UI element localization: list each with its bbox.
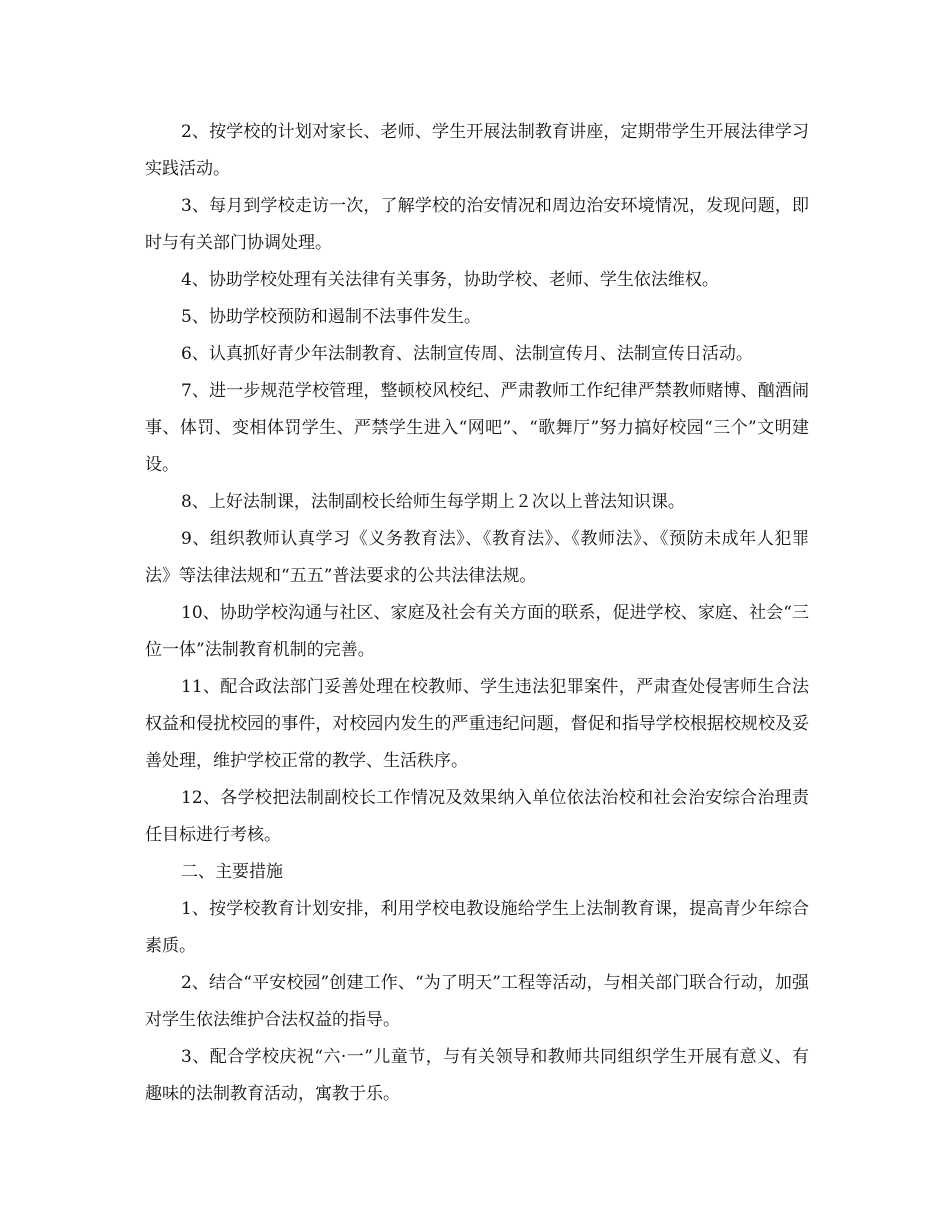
paragraph-item-2-plan-lectures: 2、按学校的计划对家长、老师、学生开展法制教育讲座，定期带学生开展法律学习实践活动。 (145, 122, 809, 179)
paragraph-item-4-legal-affairs: 4、协助学校处理有关法律有关事务，协助学校、老师、学生依法维权。 (181, 270, 719, 290)
section-heading-main-measures: 二、主要措施 (181, 862, 283, 882)
paragraph-item-6-youth-education: 6、认真抓好青少年法制教育、法制宣传周、法制宣传月、法制宣传日活动。 (181, 344, 753, 364)
paragraph-item-7-school-management: 7、进一步规范学校管理，整顿校风校纪、严肃教师工作纪律严禁教师赌博、酗酒闹事、体罚、变相体罚学生、严禁学生进入“网吧”、“歌舞厅”努力搞好校园“三个”文明建设。 (145, 381, 809, 475)
paragraph-measure-2: 2、结合“平安校园”创建工作、“为了明天”工程等活动，与相关部门联合行动，加强对学生依法维护合法权益的指导。 (145, 973, 809, 1030)
paragraph-item-12-assessment: 12、各学校把法制副校长工作情况及效果纳入单位依法治校和社会治安综合治理责任目标进行考核。 (145, 788, 809, 845)
document-body (145, 114, 809, 1113)
paragraph-item-9-teacher-study: 9、组织教师认真学习《义务教育法》、《教育法》、《教师法》、《预防未成年人犯罪法》等法律法规和“五五”普法要求的公共法律法规。 (145, 529, 809, 586)
paragraph-measure-3: 3、配合学校庆祝“六·一”儿童节，与有关领导和教师共同组织学生开展有意义、有趣味的法制教育活动，寓教于乐。 (145, 1047, 809, 1104)
paragraph-item-5-prevention: 5、协助学校预防和遏制不法事件发生。 (181, 307, 481, 327)
paragraph-measure-1: 1、按学校教育计划安排，利用学校电教设施给学生上法制教育课，提高青少年综合素质。 (145, 899, 809, 956)
paragraph-item-8-law-class: 8、上好法制课，法制副校长给师生每学期上２次以上普法知识课。 (181, 492, 685, 512)
paragraph-item-11-case-handling: 11、配合政法部门妥善处理在校教师、学生违法犯罪案件，严肃查处侵害师生合法权益和侵扰校园的事件，对校园内发生的严重违纪问题，督促和指导学校根据校规校及妥善处理，维护学校正常的教学、生活秩序。 (145, 677, 809, 771)
paragraph-item-3-monthly-visit: 3、每月到学校走访一次，了解学校的治安情况和周边治安环境情况，发现问题，即时与有关部门协调处理。 (145, 196, 809, 253)
paragraph-item-10-community: 10、协助学校沟通与社区、家庭及社会有关方面的联系，促进学校、家庭、社会“三位一体”法制教育机制的完善。 (145, 603, 809, 660)
